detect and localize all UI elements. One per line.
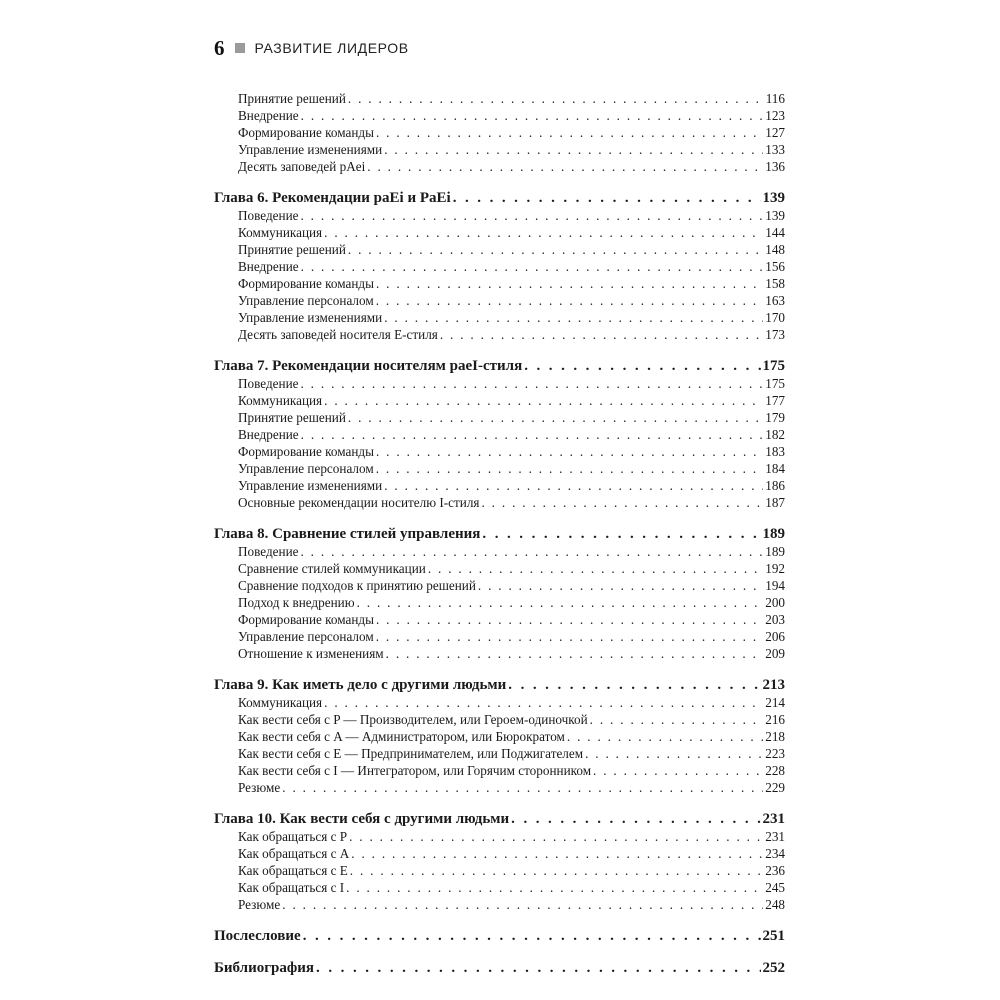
dot-leader xyxy=(300,375,763,392)
toc-entry-page: 163 xyxy=(765,293,785,308)
toc-entry-title: Формирование команды xyxy=(238,276,374,291)
toc-entry xyxy=(214,779,785,796)
toc-entry-page: 175 xyxy=(765,376,785,391)
chapter-heading-page: 251 xyxy=(762,928,785,944)
toc-entry-title: Поведение xyxy=(238,376,299,391)
chapter-heading-title: Глава 9. Как иметь дело с другими людьми xyxy=(214,677,507,693)
running-header xyxy=(214,36,409,60)
toc-entry-page: 133 xyxy=(765,142,785,157)
toc-entry xyxy=(214,258,785,275)
toc-entry-page: 158 xyxy=(765,276,785,291)
toc-entry xyxy=(214,392,785,409)
toc-section xyxy=(214,90,785,175)
toc-entry-page: 229 xyxy=(765,780,785,795)
dot-leader xyxy=(384,477,763,494)
dot-leader xyxy=(300,207,763,224)
toc-entry-title: Резюме xyxy=(238,897,281,912)
chapter-heading-title: Глава 7. Рекомендации носителям paeI-стиля xyxy=(214,358,523,374)
dot-leader xyxy=(585,745,763,762)
toc-section xyxy=(214,357,785,511)
toc-entry-page: 144 xyxy=(765,225,785,240)
dot-leader xyxy=(478,577,763,594)
toc-entry-page: 187 xyxy=(765,495,785,510)
chapter-heading-page: 175 xyxy=(762,358,785,374)
square-bullet-icon xyxy=(235,43,245,53)
toc-entry xyxy=(214,124,785,141)
toc-entry-page: 123 xyxy=(765,108,785,123)
dot-leader xyxy=(324,224,763,241)
dot-leader xyxy=(324,694,763,711)
toc-entry-title: Управление персоналом xyxy=(238,629,374,644)
toc-entry-title: Принятие решений xyxy=(238,410,346,425)
toc-entry xyxy=(214,309,785,326)
chapter-heading-page: 231 xyxy=(762,811,785,827)
toc-entry xyxy=(214,862,785,879)
toc-entry xyxy=(214,375,785,392)
toc-section xyxy=(214,525,785,662)
toc-entry xyxy=(214,326,785,343)
toc-entry-title: Управление персоналом xyxy=(238,293,374,308)
toc-entry xyxy=(214,879,785,896)
dot-leader xyxy=(590,711,764,728)
toc-entry xyxy=(214,543,785,560)
page-number: 6 xyxy=(214,36,225,60)
toc-entry-title: Как обращаться с P xyxy=(238,829,348,844)
dot-leader xyxy=(440,326,763,343)
chapter-heading xyxy=(214,189,785,207)
toc-entry-page: 231 xyxy=(765,829,785,844)
dot-leader xyxy=(301,107,764,124)
toc-entry-page: 184 xyxy=(765,461,785,476)
dot-leader xyxy=(349,828,763,845)
chapter-heading xyxy=(214,357,785,375)
toc-entry xyxy=(214,762,785,779)
toc-entry-title: Десять заповедей носителя E-стиля xyxy=(238,327,438,342)
toc-entry-title: Сравнение подходов к принятию решений xyxy=(238,578,476,593)
toc-section xyxy=(214,676,785,796)
toc-entry-title: Как вести себя с P — Производителем, или Героем-одиночкой xyxy=(238,712,588,727)
toc-entry-page: 206 xyxy=(765,629,785,644)
toc-entry xyxy=(214,494,785,511)
toc-entry-title: Коммуникация xyxy=(238,225,323,240)
toc-entry-page: 136 xyxy=(765,159,785,174)
toc-entry xyxy=(214,477,785,494)
toc-entry xyxy=(214,560,785,577)
toc-entry-page: 186 xyxy=(765,478,785,493)
toc-entry-title: Как вести себя с A — Администратором, или Бюрократом xyxy=(238,729,565,744)
toc-entry xyxy=(214,828,785,845)
toc-entry-title: Принятие решений xyxy=(238,91,346,106)
chapter-heading xyxy=(214,927,785,945)
chapter-heading-page: 189 xyxy=(762,526,785,542)
toc-entry-page: 214 xyxy=(765,695,785,710)
dot-leader xyxy=(384,309,763,326)
chapter-heading-page: 139 xyxy=(762,190,785,206)
toc-entry xyxy=(214,443,785,460)
toc-entry-page: 203 xyxy=(765,612,785,627)
toc-entry-page: 194 xyxy=(765,578,785,593)
toc-entry-title: Как обращаться с E xyxy=(238,863,348,878)
dot-leader xyxy=(324,392,763,409)
dot-leader xyxy=(482,525,760,543)
toc-entry xyxy=(214,158,785,175)
dot-leader xyxy=(316,959,760,977)
toc-entry xyxy=(214,409,785,426)
chapter-heading-title: Глава 10. Как вести себя с другими людьми xyxy=(214,811,510,827)
toc-entry xyxy=(214,645,785,662)
dot-leader xyxy=(376,124,763,141)
dot-leader xyxy=(367,158,763,175)
toc-entry-title: Управление изменениями xyxy=(238,142,383,157)
toc-entry xyxy=(214,628,785,645)
dot-leader xyxy=(301,426,764,443)
toc-entry-page: 116 xyxy=(765,91,785,106)
toc-entry-page: 127 xyxy=(765,125,785,140)
toc-entry-title: Формирование команды xyxy=(238,125,374,140)
dot-leader xyxy=(351,845,763,862)
toc-entry-page: 173 xyxy=(765,327,785,342)
chapter-heading xyxy=(214,959,785,977)
toc-entry-page: 245 xyxy=(765,880,785,895)
dot-leader xyxy=(376,628,764,645)
dot-leader xyxy=(282,896,763,913)
toc-entry-title: Сравнение стилей коммуникации xyxy=(238,561,426,576)
dot-leader xyxy=(428,560,763,577)
toc-entry xyxy=(214,224,785,241)
toc-entry xyxy=(214,275,785,292)
chapter-heading xyxy=(214,810,785,828)
toc-entry xyxy=(214,694,785,711)
toc-entry-page: 177 xyxy=(765,393,785,408)
toc-entry-page: 200 xyxy=(765,595,785,610)
dot-leader xyxy=(300,543,763,560)
toc-entry-page: 182 xyxy=(765,427,785,442)
dot-leader xyxy=(357,594,764,611)
dot-leader xyxy=(301,258,764,275)
toc-entry-page: 183 xyxy=(765,444,785,459)
toc-entry-page: 139 xyxy=(765,208,785,223)
toc-entry-title: Формирование команды xyxy=(238,444,374,459)
table-of-contents xyxy=(214,90,785,977)
toc-entry-page: 223 xyxy=(765,746,785,761)
toc-entry-title: Внедрение xyxy=(238,427,299,442)
toc-entry-title: Внедрение xyxy=(238,108,299,123)
dot-leader xyxy=(282,779,763,796)
toc-entry xyxy=(214,292,785,309)
toc-entry xyxy=(214,426,785,443)
toc-section xyxy=(214,810,785,913)
toc-entry-title: Управление персоналом xyxy=(238,461,374,476)
toc-entry-page: 228 xyxy=(765,763,785,778)
chapter-heading xyxy=(214,525,785,543)
dot-leader xyxy=(593,762,763,779)
toc-entry xyxy=(214,207,785,224)
toc-entry-title: Управление изменениями xyxy=(238,310,383,325)
toc-entry-page: 148 xyxy=(765,242,785,257)
toc-entry-title: Как обращаться с I xyxy=(238,880,345,895)
toc-entry-page: 248 xyxy=(765,897,785,912)
chapter-heading-title: Глава 8. Сравнение стилей управления xyxy=(214,526,481,542)
dot-leader xyxy=(348,90,764,107)
dot-leader xyxy=(303,927,761,945)
chapter-heading-page: 213 xyxy=(762,677,785,693)
toc-entry-page: 236 xyxy=(765,863,785,878)
toc-section xyxy=(214,189,785,343)
dot-leader xyxy=(453,189,761,207)
toc-entry-title: Поведение xyxy=(238,544,299,559)
toc-entry xyxy=(214,845,785,862)
toc-section xyxy=(214,959,785,977)
toc-entry-page: 179 xyxy=(765,410,785,425)
toc-entry-page: 192 xyxy=(765,561,785,576)
toc-entry xyxy=(214,711,785,728)
dot-leader xyxy=(376,460,764,477)
dot-leader xyxy=(386,645,764,662)
dot-leader xyxy=(567,728,763,745)
toc-entry-page: 189 xyxy=(765,544,785,559)
toc-entry-title: Принятие решений xyxy=(238,242,346,257)
dot-leader xyxy=(348,241,763,258)
toc-entry xyxy=(214,594,785,611)
toc-entry-title: Десять заповедей pAei xyxy=(238,159,366,174)
toc-entry-page: 170 xyxy=(765,310,785,325)
toc-entry-title: Как обращаться с A xyxy=(238,846,350,861)
dot-leader xyxy=(508,676,760,694)
toc-entry-title: Коммуникация xyxy=(238,695,323,710)
dot-leader xyxy=(376,275,763,292)
dot-leader xyxy=(376,443,763,460)
dot-leader xyxy=(384,141,763,158)
toc-entry-title: Внедрение xyxy=(238,259,299,274)
toc-entry-title: Основные рекомендации носителю I-стиля xyxy=(238,495,480,510)
chapter-heading-title: Библиография xyxy=(214,960,315,976)
toc-entry xyxy=(214,241,785,258)
dot-leader xyxy=(511,810,760,828)
toc-entry-title: Резюме xyxy=(238,780,281,795)
toc-entry xyxy=(214,611,785,628)
dot-leader xyxy=(350,862,763,879)
toc-entry-page: 218 xyxy=(765,729,785,744)
toc-entry-page: 209 xyxy=(765,646,785,661)
toc-entry-title: Подход к внедрению xyxy=(238,595,355,610)
toc-entry xyxy=(214,896,785,913)
toc-entry xyxy=(214,141,785,158)
dot-leader xyxy=(481,494,763,511)
toc-entry xyxy=(214,745,785,762)
toc-entry xyxy=(214,90,785,107)
toc-entry xyxy=(214,460,785,477)
dot-leader xyxy=(376,292,764,309)
toc-entry-title: Отношение к изменениям xyxy=(238,646,384,661)
dot-leader xyxy=(376,611,763,628)
chapter-heading-page: 252 xyxy=(762,960,785,976)
toc-entry-title: Как вести себя с I — Интегратором, или Горячим сторонником xyxy=(238,763,592,778)
running-title: РАЗВИТИЕ ЛИДЕРОВ xyxy=(254,40,409,56)
toc-entry-title: Как вести себя с E — Предпринимателем, или Поджигателем xyxy=(238,746,584,761)
toc-entry-title: Формирование команды xyxy=(238,612,374,627)
dot-leader xyxy=(346,879,763,896)
chapter-heading xyxy=(214,676,785,694)
toc-entry-title: Поведение xyxy=(238,208,299,223)
toc-entry-page: 156 xyxy=(765,259,785,274)
toc-section xyxy=(214,927,785,945)
chapter-heading-title: Глава 6. Рекомендации paEi и PaEi xyxy=(214,190,451,206)
toc-entry xyxy=(214,728,785,745)
toc-entry xyxy=(214,577,785,594)
toc-entry-title: Управление изменениями xyxy=(238,478,383,493)
chapter-heading-title: Послесловие xyxy=(214,928,301,944)
toc-entry xyxy=(214,107,785,124)
toc-entry-page: 216 xyxy=(765,712,785,727)
dot-leader xyxy=(524,357,760,375)
toc-entry-title: Коммуникация xyxy=(238,393,323,408)
toc-entry-page: 234 xyxy=(765,846,785,861)
dot-leader xyxy=(348,409,763,426)
